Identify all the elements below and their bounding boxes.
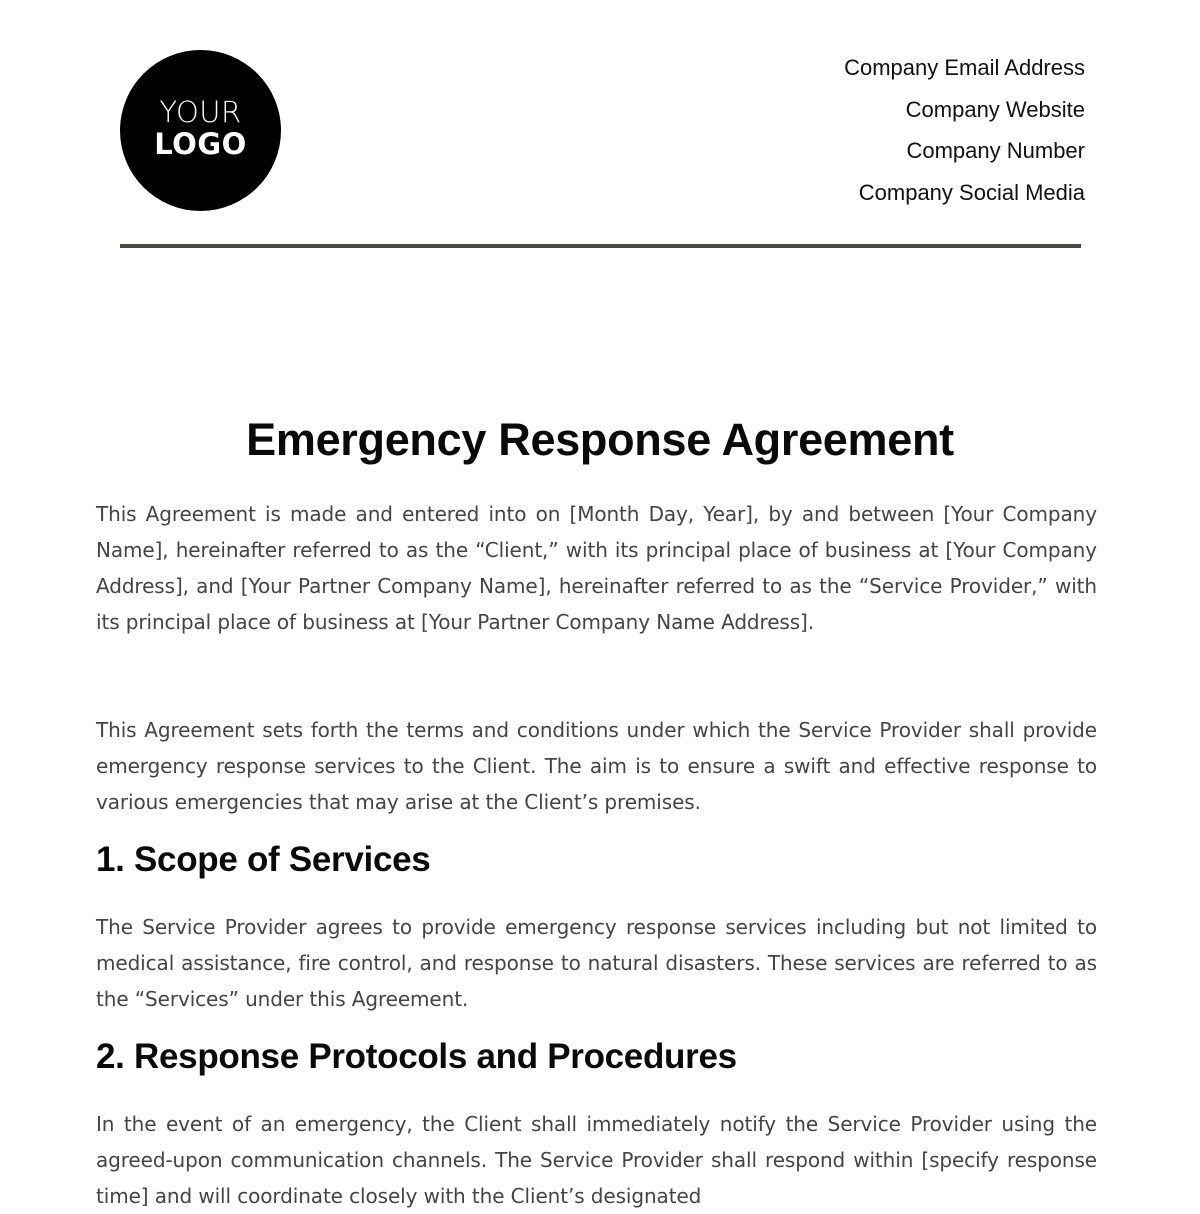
intro-paragraph-2-block — [96, 712, 1097, 820]
company-logo — [120, 50, 281, 211]
section-1 — [96, 840, 1097, 880]
company-social-media: Company Social Media — [858, 179, 1085, 205]
section-heading: 1. Scope of Services — [96, 840, 431, 879]
section-paragraph: The Service Provider agrees to provide emergency response services including but not limited to medical assistance, fire control, and response to natural disasters. These services are referred to as the “Services” under this Agreement. — [96, 915, 1097, 1011]
company-number: Company Number — [906, 138, 1085, 163]
section-heading: 2. Response Protocols and Procedures — [96, 1037, 737, 1076]
header-divider — [120, 244, 1081, 248]
section-2 — [96, 1037, 1097, 1077]
document-title: Emergency Response Agreement — [246, 414, 954, 465]
intro-paragraph: This Agreement is made and entered into on [Month Day, Year], by and between [Your Company Name], hereinafter referred to as the “Client,” with its principal place of business at [Your Company Address], and [Your Partner Company Name], hereinafter referred to as the “Service Provider,” with its principal place of business at [Your Partner Company Name Address]. — [96, 502, 1097, 634]
intro-paragraph: This Agreement sets forth the terms and conditions under which the Service Provider shall provide emergency response services to the Client. The aim is to ensure a swift and effective response to various emergencies that may arise at the Client’s premises. — [96, 718, 1097, 814]
logo-text-your: YOUR — [159, 94, 242, 129]
logo-text-logo: LOGO — [154, 126, 247, 161]
section-paragraph: In the event of an emergency, the Client shall immediately notify the Service Provider using the agreed-upon communication channels. The Service Provider shall respond within [specify response time] and will coordinate closely with the Client’s designated — [96, 1112, 1097, 1208]
company-contact-block — [844, 53, 1085, 219]
intro-paragraph-1-block — [96, 496, 1097, 640]
company-email: Company Email Address — [844, 55, 1085, 80]
company-website: Company Website — [905, 96, 1085, 122]
section-1-body — [96, 909, 1097, 1017]
